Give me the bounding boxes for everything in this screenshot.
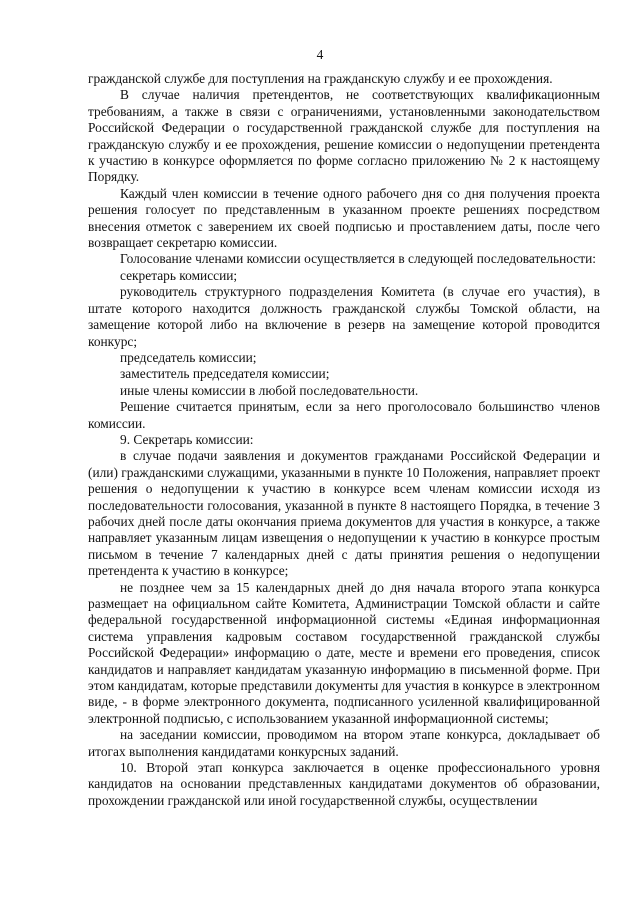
page-number: 4 — [316, 47, 324, 62]
paragraph: на заседании комиссии, проводимом на втором этапе конкурса, докладывает об итогах выполнения кандидатами конкурсных заданий. — [88, 727, 600, 759]
paragraph: иные члены комиссии в любой последовательности. — [120, 382, 419, 398]
paragraph: Каждый член комиссии в течение одного рабочего дня со дня получения проекта решения голосует по представленным в указанном проекте решениях посредством внесения отметок с заверением их своей подписью и проставлением даты, после чего возвращает секретарю комиссии. — [88, 185, 600, 251]
paragraph: в случае подачи заявления и документов гражданами Российской Федерации и (или) гражданскими служащими, указанными в пункте 10 Положения, направляет проект решения о недопущении к участию в конкурсе всем членам комиссии исходя из последовательности голосования, указанной в пункте 8 настоящего Порядка, в течение 3 рабочих дней после даты окончания приема документов для участия в конкурсе, а также направляет указанным лицам извещения о недопущении к участию в конкурсе простым письмом в течение 7 календарных дней с даты принятия решения о недопущении претендента к участию в конкурсе; — [88, 448, 600, 579]
paragraph: секретарь комиссии; — [120, 267, 238, 283]
paragraph: руководитель структурного подразделения Комитета (в случае его участия), в штате которого находится должность гражданской службы Томской области, на замещение которой либо на включение в резерв на замещение которой проводится конкурс; — [88, 284, 600, 349]
paragraph: Решение считается принятым, если за него проголосовало большинство членов комиссии. — [88, 399, 600, 431]
paragraph: заместитель председателя комиссии; — [120, 366, 330, 382]
paragraph: В случае наличия претендентов, не соответствующих квалификационным требованиям, а также в связи с ограничениями, установленными законодательством Российской Федерации о государственной гражданской службе для поступления на гражданскую службу и ее прохождения, решение комиссии о недопущении претендента к участию в конкурсе оформляется по форме согласно приложению № 2 к настоящему Порядку. — [88, 87, 600, 185]
paragraph: не позднее чем за 15 календарных дней до дня начала второго этапа конкурса размещает на официальном сайте Комитета, Администрации Томской области и сайте федеральной государственной информационной системы «Единая информационная система управления кадровым составом государственной гражданской службы Российской Федерации» информацию о дате, месте и времени его проведения, список кандидатов и направляет кандидатам указанную информацию в письменной форме. При этом кандидатам, которые представили документы для участия в конкурсе в электронном виде, - в форме электронного документа, подписанного усиленной квалифицированной электронной подписью, с использованием указанной информационной системы; — [88, 579, 600, 726]
paragraph: 10. Второй этап конкурса заключается в оценке профессионального уровня кандидатов на основании представленных кандидатами документов об образовании, прохождении гражданской или иной государственной службы, осуществлении — [88, 760, 600, 808]
paragraph: 9. Секретарь комиссии: — [120, 431, 254, 447]
document-body — [88, 71, 600, 809]
paragraph: председатель комиссии; — [120, 349, 257, 365]
paragraph: гражданской службе для поступления на гражданскую службу и ее прохождения. — [88, 71, 553, 86]
paragraph: Голосование членами комиссии осуществляется в следующей последовательности: — [120, 251, 596, 267]
